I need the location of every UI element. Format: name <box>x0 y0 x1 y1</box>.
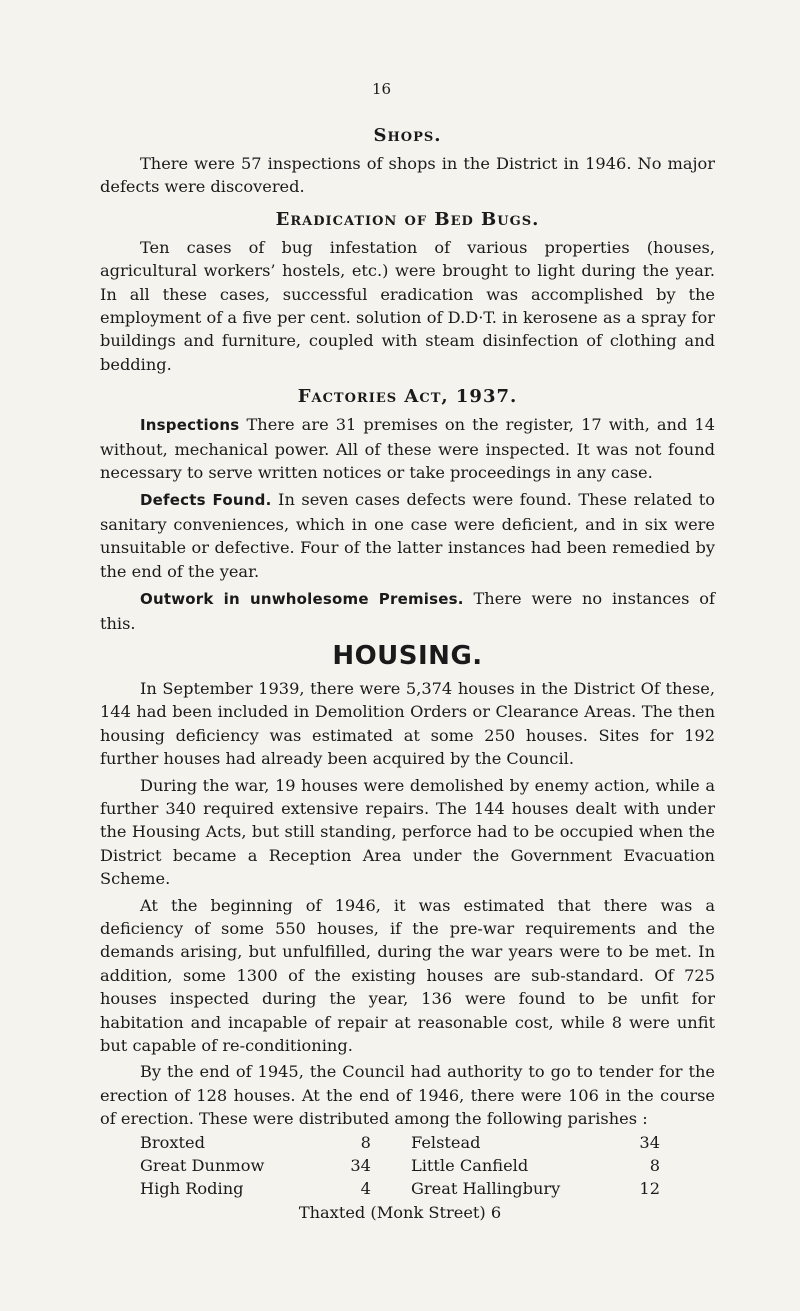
parish-count: 12 <box>639 1179 660 1199</box>
parish-name: Broxted <box>140 1132 205 1152</box>
parish-name: Felstead <box>410 1132 481 1152</box>
document-body <box>100 78 715 1224</box>
parish-count: 4 <box>360 1179 371 1199</box>
housing-paragraph-2: During the war, 19 houses were demolished by enemy action, while a further 340 required extensive repairs. The 144 houses dealt with under the Housing Acts, but still standing, perforce had to be occupied when the District became a Reception Area under the Government Evacuation Scheme. <box>100 775 715 889</box>
parish-count: 8 <box>649 1156 660 1176</box>
parish-count: 34 <box>639 1132 660 1152</box>
table-row <box>140 1131 660 1154</box>
inspections-paragraph <box>100 413 715 484</box>
defects-paragraph <box>100 488 715 583</box>
page-number: 16 <box>372 80 392 98</box>
parish-name: Little Canfield <box>410 1156 529 1176</box>
housing-paragraph-3: At the beginning of 1946, it was estimated that there was a deficiency of some 550 houses, if the pre-war requirements and the demands arising, but unfulfilled, during the war years were to be met. In addition, some 1300 of the existing houses are sub-standard. Of 725 houses inspected during the year, 136 were found to be unfit for habitation and incapable of repair at reasonable cost, while 8 were unfit but capable of re-conditioning. <box>100 895 715 1055</box>
housing-heading: HOUSING. <box>332 640 483 671</box>
table-row <box>140 1154 660 1177</box>
parish-count: 34 <box>350 1156 371 1176</box>
shops-paragraph: There were 57 inspections of shops in the District in 1946. No major defects were discovered. <box>100 154 715 197</box>
table-row <box>140 1177 660 1200</box>
inspections-text: There are 31 premises on the register, 17 with, and 14 without, mechanical power. All of these were inspected. It was not found necessary to serve written notices or take proceedings in any case. <box>100 415 715 483</box>
housing-paragraph-4: By the end of 1945, the Council had authority to go to tender for the erection of 128 houses. At the end of 1946, there were 106 in the course of erection. These were distributed among the following parishes : <box>100 1062 715 1129</box>
bed-bugs-paragraph: Ten cases of bug infestation of various properties (houses, agricultural workers’ hostels, etc.) were brought to light during the year. In all these cases, successful eradication was accomplished by the employment of a five per cent. solution of D.D·T. in kerosene as a spray for buildings and furniture, coupled with steam disinfection of clothing and bedding. <box>100 237 715 374</box>
parish-name: High Roding <box>140 1179 244 1199</box>
bed-bugs-heading: Eradication of Bed Bugs. <box>275 208 540 230</box>
factories-heading: Factories Act, 1937. <box>297 386 518 408</box>
parish-name: Great Hallingbury <box>410 1179 561 1199</box>
outwork-paragraph <box>100 587 715 635</box>
outwork-text: There were no instances of this. <box>100 589 716 633</box>
parish-count: 8 <box>360 1132 371 1152</box>
parish-name: Great Dunmow <box>140 1156 265 1176</box>
defects-text: In seven cases defects were found. These related to sanitary conveniences, which in one case were deficient, and in six were unsuitable or defective. Four of the latter instances had been remedied by the end of the year. <box>100 490 715 581</box>
parishes-table <box>140 1131 660 1201</box>
outwork-label: Outwork in unwholesome Premises. <box>140 590 464 609</box>
parish-last-row: Thaxted (Monk Street) 6 <box>298 1202 502 1222</box>
defects-label: Defects Found. <box>140 491 272 510</box>
shops-heading: Shops. <box>373 125 442 146</box>
housing-paragraph-1: In September 1939, there were 5,374 houses in the District Of these, 144 had been included in Demolition Orders or Clearance Areas. The then housing deficiency was estimated at some 250 houses. Sites for 192 further houses had already been acquired by the Council. <box>100 678 715 769</box>
inspections-label: Inspections <box>140 416 240 435</box>
